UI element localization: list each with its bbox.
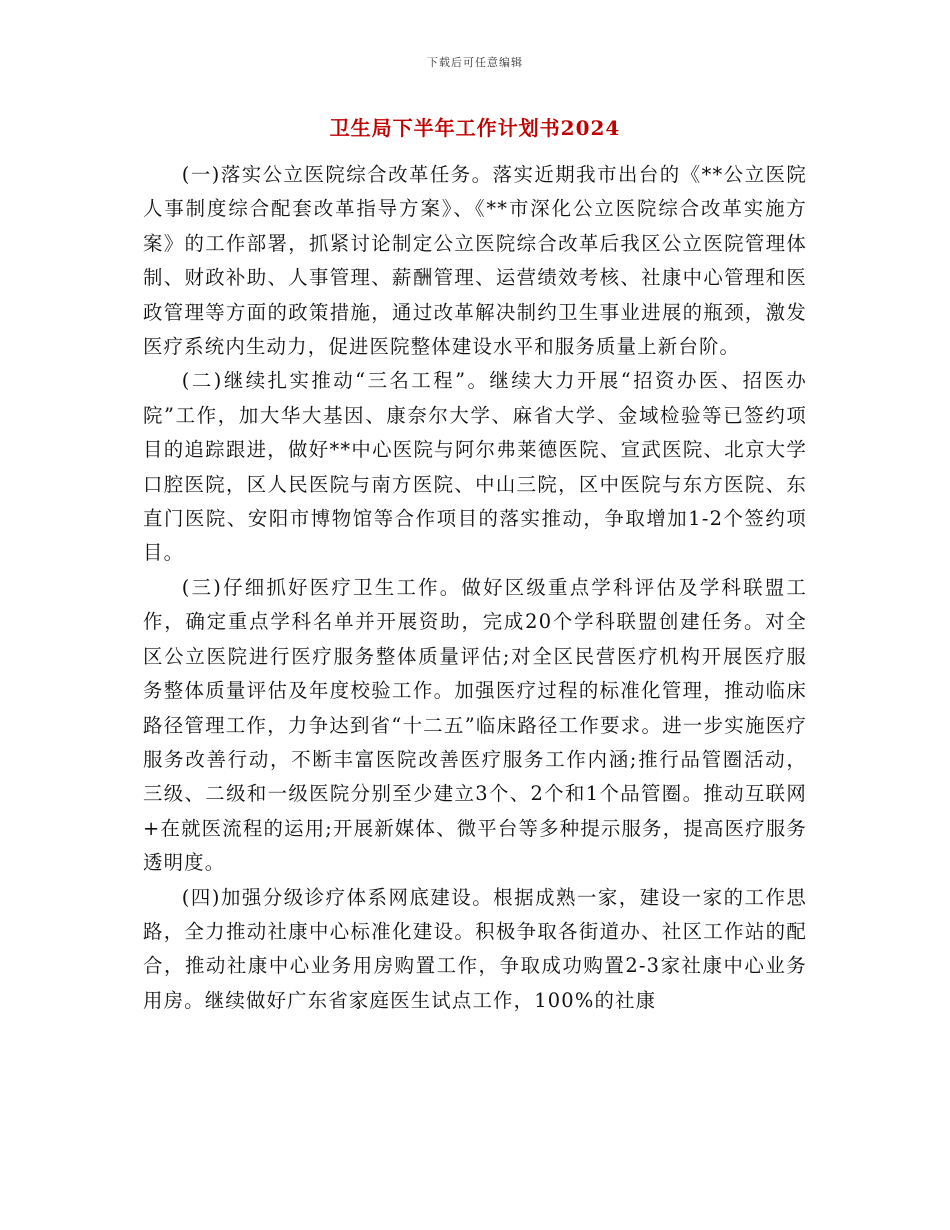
document-title: 卫生局下半年工作计划书2024	[329, 116, 621, 140]
paragraph-1: (一)落实公立医院综合改革任务。落实近期我市出台的《**公立医院人事制度综合配套改革指导方案》、《**市深化公立医院综合改革实施方案》的工作部署，抓紧讨论制定公立医院综合改革后我区公立医院管理体制、财政补助、人事管理、薪酬管理、运营绩效考核、社康中心管理和医政管理等方面的政策措施，通过改革解决制约卫生事业进展的瓶颈，激发医疗系统内生动力，促进医院整体建设水平和服务质量上新台阶。	[143, 163, 807, 359]
header-note: 下载后可任意编辑	[427, 56, 523, 69]
document-body	[143, 158, 807, 1018]
paragraph-3: (三)仔细抓好医疗卫生工作。做好区级重点学科评估及学科联盟工作，确定重点学科名单并开展资助，完成20个学科联盟创建任务。对全区公立医院进行医疗服务整体质量评估;对全区民营医疗机构开展医疗服务整体质量评估及年度校验工作。加强医疗过程的标准化管理，推动临床路径管理工作，力争达到省“十二五”临床路径工作要求。进一步实施医疗服务改善行动，不断丰富医院改善医疗服务工作内涵;推行品管圈活动，三级、二级和一级医院分别至少建立3个、2个和1个品管圈。推动互联网+在就医流程的运用;开展新媒体、微平台等多种提示服务，提高医疗服务透明度。	[143, 575, 807, 875]
paragraph-4: (四)加强分级诊疗体系网底建设。根据成熟一家，建设一家的工作思路，全力推动社康中心标准化建设。积极争取各街道办、社区工作站的配合，推动社康中心业务用房购置工作，争取成功购置2-3家社康中心业务用房。继续做好广东省家庭医生试点工作，100%的社康	[143, 885, 807, 1012]
paragraph-2: (二)继续扎实推动“三名工程”。继续大力开展“招资办医、招医办院”工作，加大华大基因、康奈尔大学、麻省大学、金域检验等已签约项目的追踪跟进，做好**中心医院与阿尔弗莱德医院、宣武医院、北京大学口腔医院，区人民医院与南方医院、中山三院，区中医院与东方医院、东直门医院、安阳市博物馆等合作项目的落实推动，争取增加1-2个签约项目。	[143, 369, 807, 565]
